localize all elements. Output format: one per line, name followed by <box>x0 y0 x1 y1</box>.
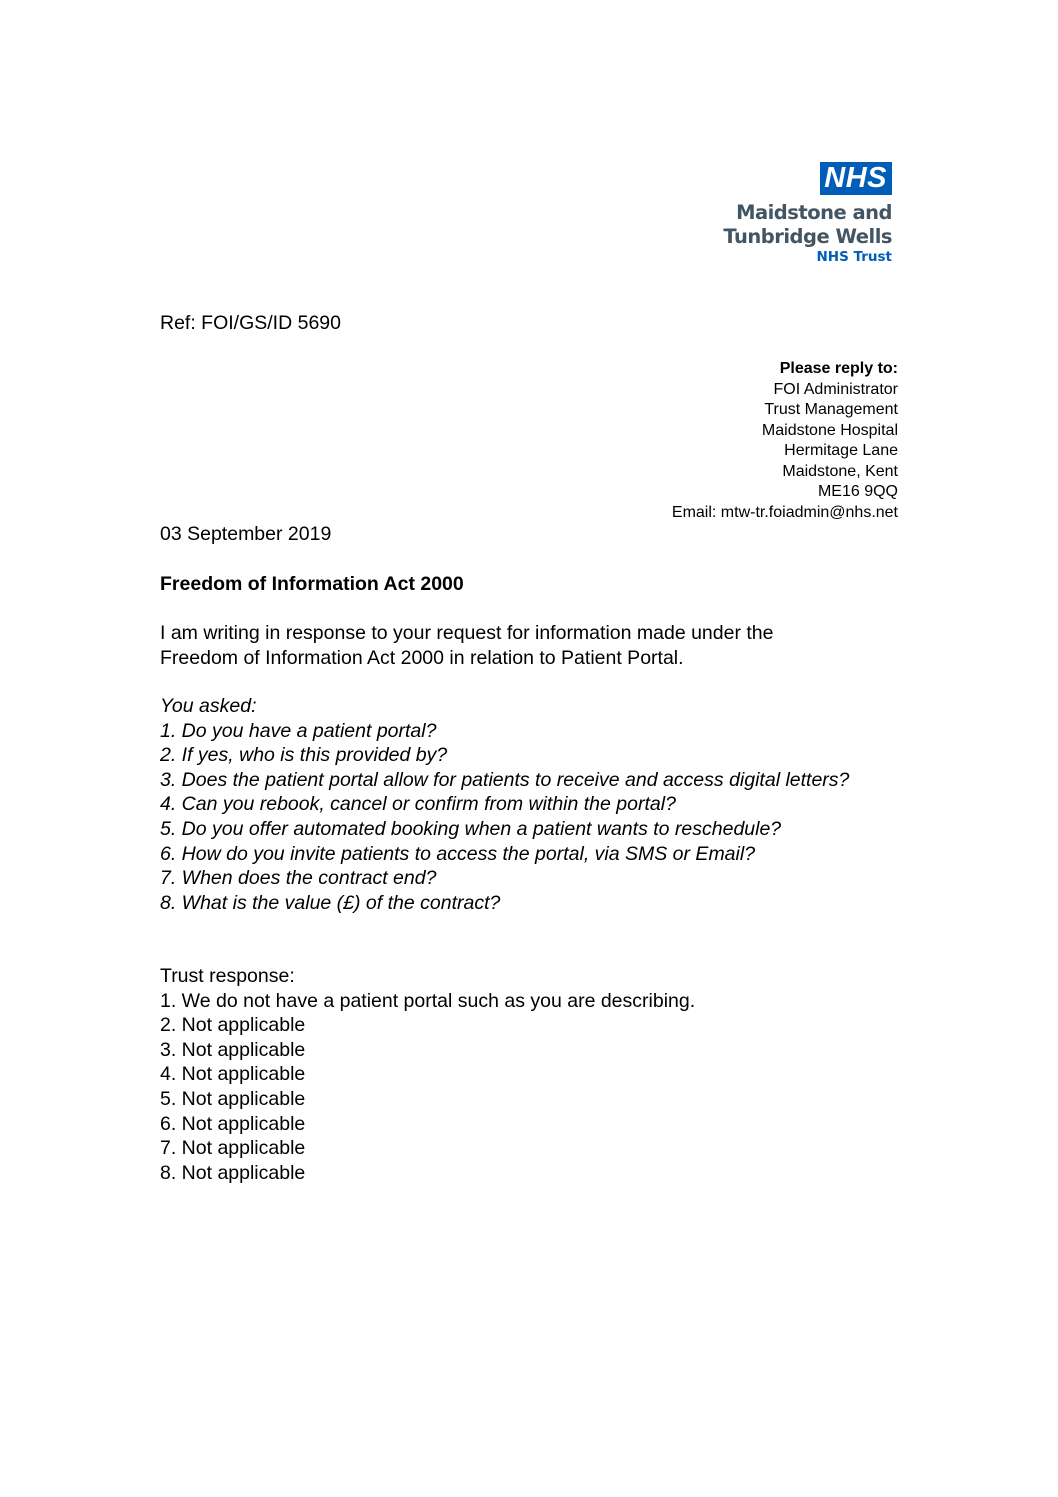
question-item: 7. When does the contract end? <box>160 867 437 890</box>
nhs-badge: NHS <box>820 162 892 195</box>
address-line: FOI Administrator <box>773 380 898 398</box>
intro-line-1: I am writing in response to your request for information made under the <box>160 622 774 644</box>
questions-label: You asked: <box>160 695 257 717</box>
email-line: Email: mtw-tr.foiadmin@nhs.net <box>671 503 898 521</box>
response-item: 5. Not applicable <box>160 1087 306 1110</box>
response-item: 2. Not applicable <box>160 1014 306 1037</box>
responses-label: Trust response: <box>160 965 295 987</box>
letter-heading: Freedom of Information Act 2000 <box>160 573 464 595</box>
question-item: 4. Can you rebook, cancel or confirm from within the portal? <box>160 793 676 816</box>
address-line: ME16 9QQ <box>817 483 898 500</box>
questions-list <box>160 694 880 915</box>
letter-date: 03 September 2019 <box>160 523 332 545</box>
response-item: 8. Not applicable <box>160 1161 306 1184</box>
question-item: 1. Do you have a patient portal? <box>160 719 437 742</box>
org-name-line-1: Maidstone and <box>736 201 892 224</box>
address-line: Maidstone Hospital <box>761 421 898 439</box>
address-line: Maidstone, Kent <box>782 462 898 480</box>
response-item: 1. We do not have a patient portal such as you are describing. <box>160 989 696 1012</box>
response-item: 7. Not applicable <box>160 1137 306 1160</box>
intro-paragraph <box>160 621 880 670</box>
address-line: Trust Management <box>764 401 898 418</box>
question-item: 5. Do you offer automated booking when a patient wants to reschedule? <box>160 817 782 840</box>
nhs-trust-logo <box>702 162 892 266</box>
address-line: Hermitage Lane <box>784 442 898 459</box>
reply-address-block <box>672 359 898 523</box>
question-item: 3. Does the patient portal allow for patients to receive and access digital letters? <box>160 768 850 791</box>
question-item: 8. What is the value (£) of the contract? <box>160 891 501 914</box>
response-item: 4. Not applicable <box>160 1063 306 1086</box>
response-item: 3. Not applicable <box>160 1038 306 1061</box>
org-name-line-3: NHS Trust <box>816 249 892 265</box>
question-item: 6. How do you invite patients to access the portal, via SMS or Email? <box>160 842 756 865</box>
intro-line-2: Freedom of Information Act 2000 in relation to Patient Portal. <box>160 646 684 669</box>
reference-number: Ref: FOI/GS/ID 5690 <box>160 312 341 334</box>
org-name-line-2: Tunbridge Wells <box>723 225 892 248</box>
response-item: 6. Not applicable <box>160 1112 306 1135</box>
reply-label: Please reply to: <box>779 360 898 377</box>
responses-list <box>160 964 880 1185</box>
question-item: 2. If yes, who is this provided by? <box>160 744 448 767</box>
